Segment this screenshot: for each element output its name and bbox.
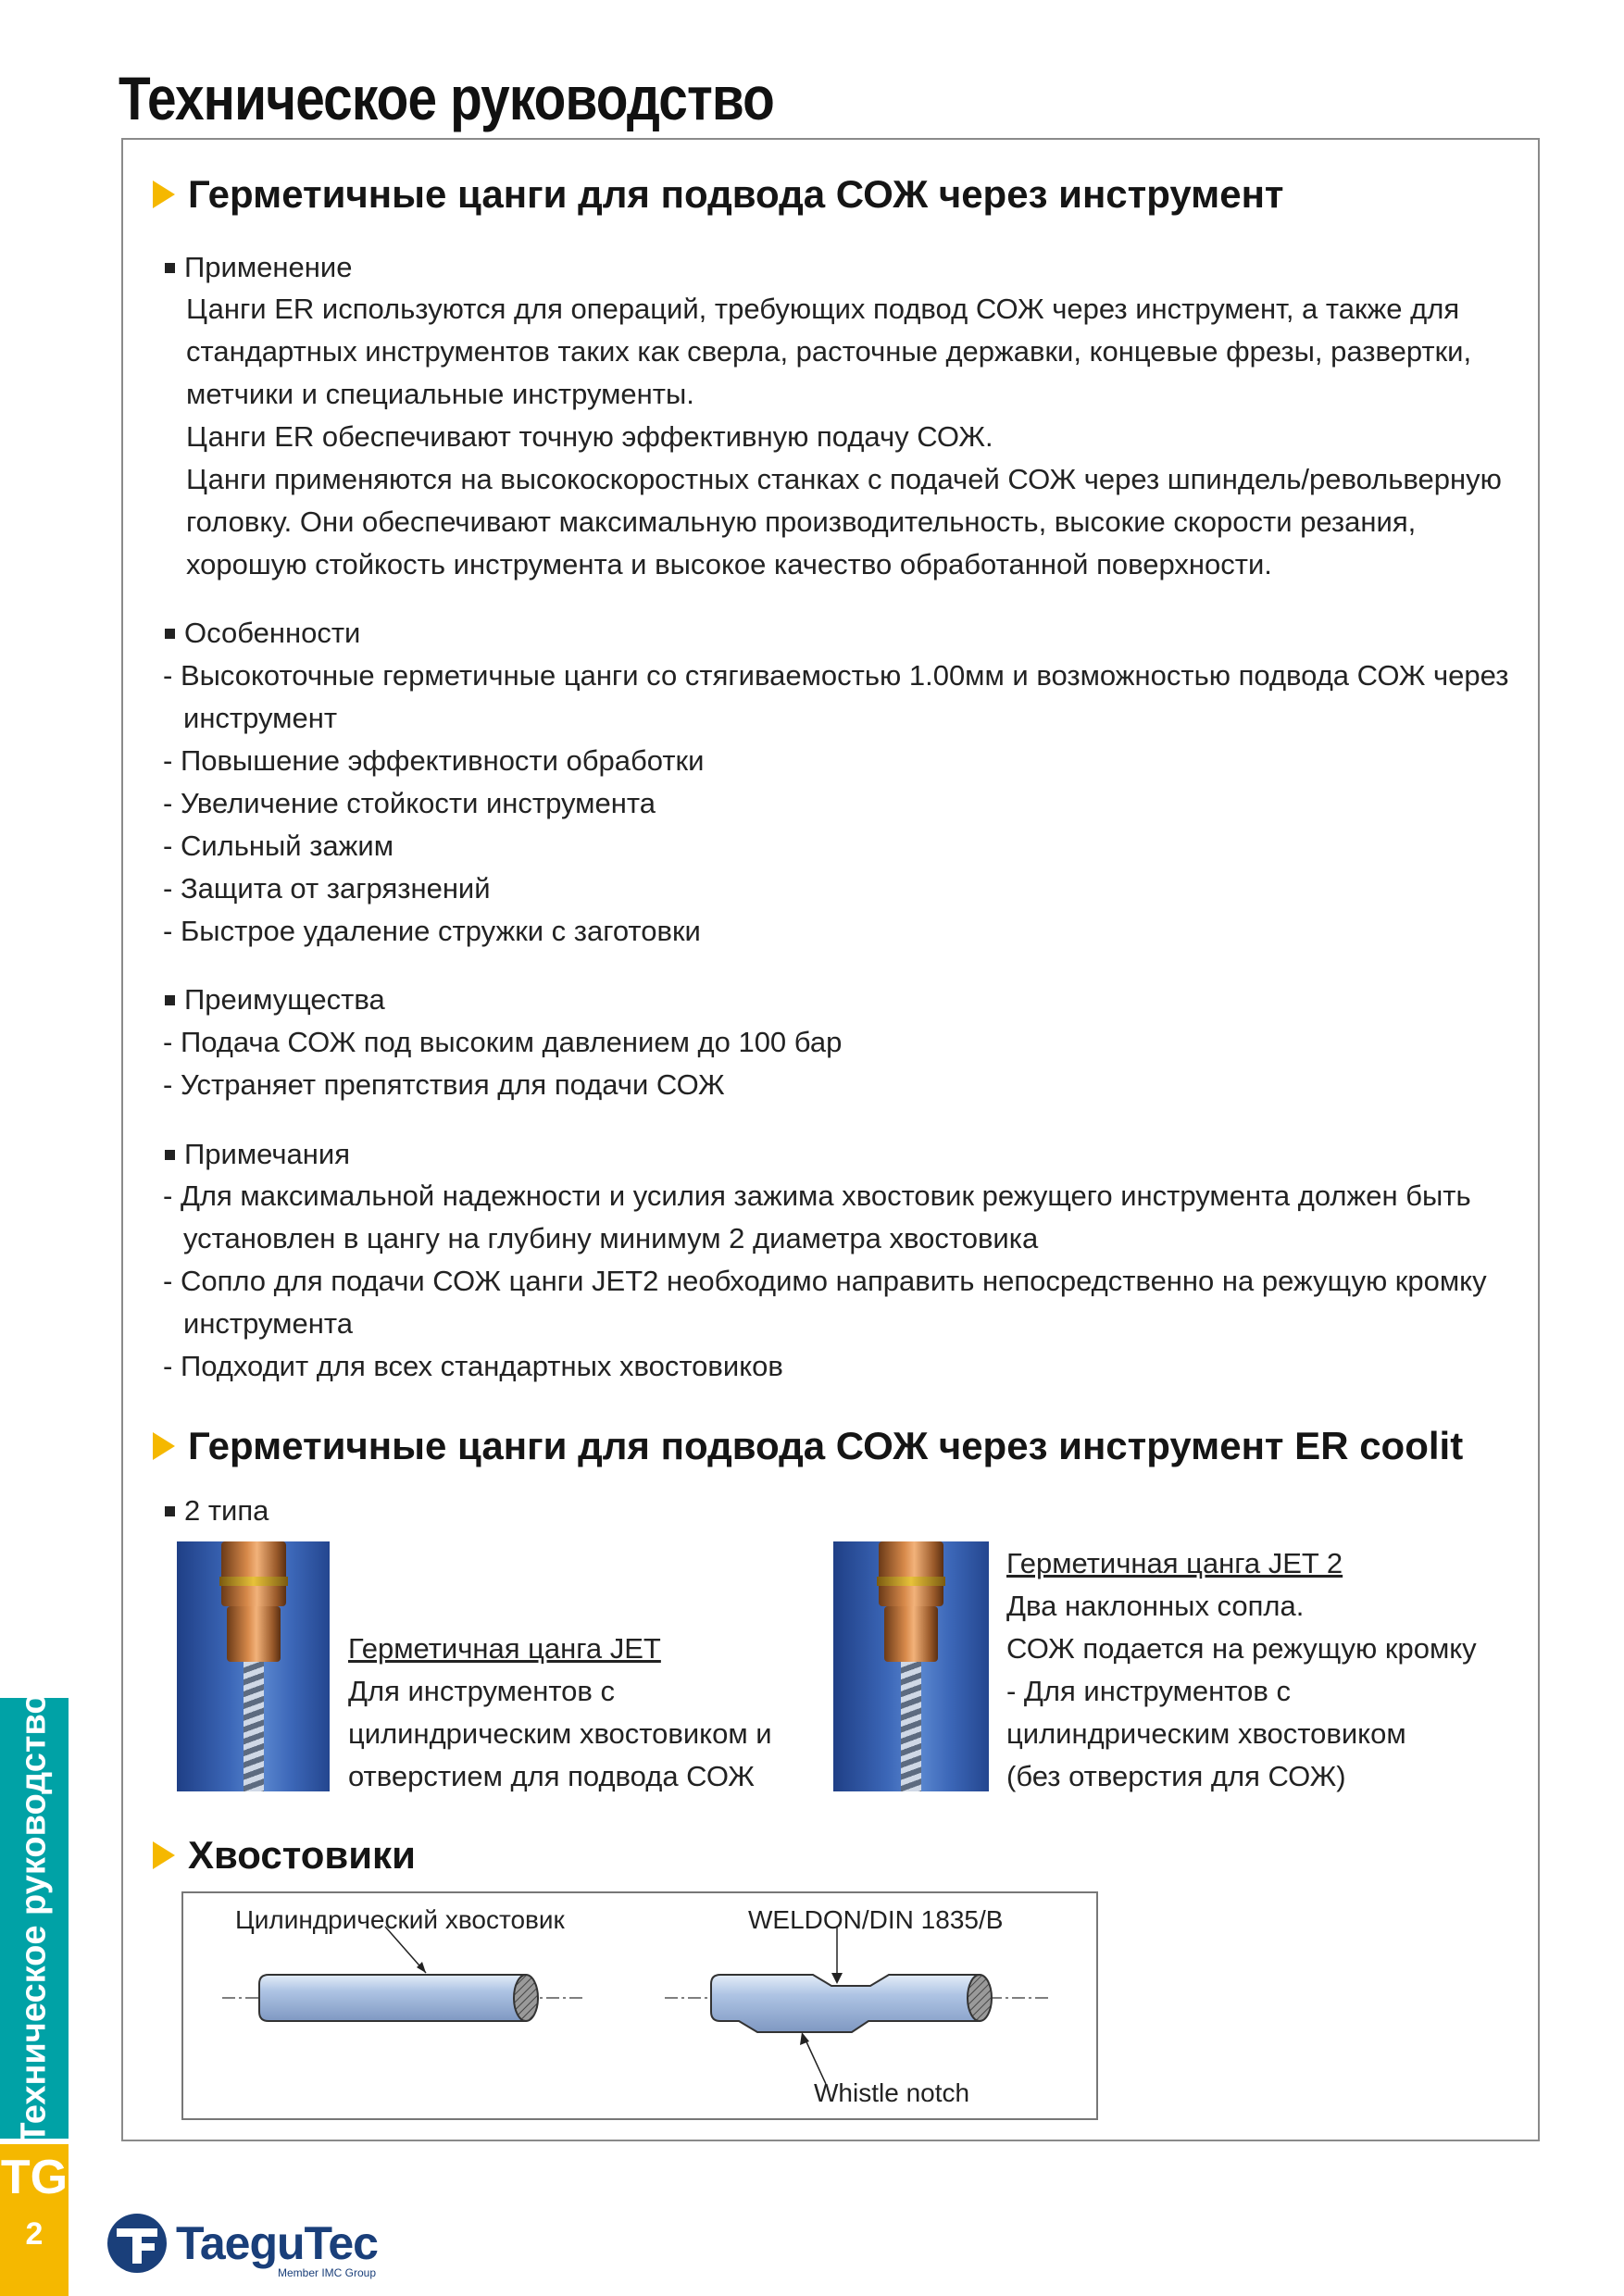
weldon-shank [665,1927,1048,2084]
list-item: - Повышение эффективности обработки [163,740,1515,782]
subheading-label: 2 типа [184,1494,269,1527]
text-line: цилиндрическим хвостовиком и [348,1717,772,1750]
text-line: цилиндрическим хвостовиком [1006,1717,1406,1750]
square-bullet-icon [165,263,175,273]
list-item: - Увеличение стойкости инструмента [163,782,1515,825]
subheading-notes [165,1138,350,1171]
section-heading-shanks [153,1833,416,1878]
square-bullet-icon [165,629,175,639]
list-item: - Подходит для всех стандартных хвостовиков [163,1345,1496,1388]
notes-list [163,1175,1496,1388]
features-list [163,655,1515,953]
cylindrical-shank-label: Цилиндрический хвостовик [235,1905,565,1934]
section-heading-er-coolit [153,1424,1463,1468]
text-line: (без отверстия для СОЖ) [1006,1760,1346,1792]
section-heading-coolant-collets [153,172,1284,217]
jet-caption [348,1628,772,1798]
list-item: - Устраняет препятствия для подачи СОЖ [163,1064,1524,1106]
jet2-title: Герметичная цанга JET 2 [1006,1547,1343,1579]
jet-title: Герметичная цанга JET [348,1632,661,1665]
text-line: Цанги применяются на высокоскоростных станках с подачей СОЖ через шпиндель/револьверную [186,463,1502,495]
square-bullet-icon [165,995,175,1005]
page-title: Техническое руководство [119,64,774,132]
triangle-bullet-icon [153,1841,175,1869]
section-code: TG [0,2151,69,2204]
square-bullet-icon [165,1150,175,1160]
text-line: хорошую стойкость инструмента и высокое качество обработанной поверхности. [186,548,1272,580]
application-text [186,288,1519,586]
section-heading-text: Герметичные цанги для подвода СОЖ через инструмент [188,172,1284,216]
list-item: - Сильный зажим [163,825,1515,867]
list-item: - Для максимальной надежности и усилия зажима хвостовик режущего инструмента должен быть установлен в цангу на глубину минимум 2 диаметра хвостовика [163,1175,1496,1260]
subheading-label: Применение [184,251,353,283]
square-bullet-icon [165,1506,175,1516]
text-line: Для инструментов с [348,1675,616,1707]
list-item: - Защита от загрязнений [163,867,1515,910]
subheading-application [165,251,352,284]
text-line: СОЖ подается на режущую кромку [1006,1632,1477,1665]
list-item: - Сопло для подачи СОЖ цанги JET2 необходимо направить непосредственно на режущую кромку инструмента [163,1260,1496,1345]
list-item: - Быстрое удаление стружки с заготовки [163,910,1515,953]
list-item: - Высокоточные герметичные цанги со стягиваемостью 1.00мм и возможностью подвода СОЖ через инструмент [163,655,1515,740]
weldon-shank-label: WELDON/DIN 1835/B [748,1905,1004,1934]
jet2-collet-photo [833,1541,989,1791]
brand-subtitle: Member IMC Group [278,2266,377,2279]
side-tab-text: Техническое руководство [14,1692,54,2144]
text-line: головку. Они обеспечивают максимальную производительность, высокие скорости резания, [186,505,1417,538]
jet2-caption [1006,1542,1477,1798]
jet-collet-photo [177,1541,330,1791]
subheading-advantages [165,983,385,1017]
triangle-bullet-icon [153,1432,175,1460]
text-line: Два наклонных сопла. [1006,1590,1305,1622]
subheading-features [165,617,360,650]
text-line: Цанги ER используются для операций, требующих подвод СОЖ через инструмент, а также для [186,293,1460,325]
text-line: стандартных инструментов таких как сверла, расточные державки, концевые фрезы, развертки, [186,335,1472,368]
text-line: метчики и специальные инструменты. [186,378,694,410]
subheading-label: Преимущества [184,983,385,1016]
taegutec-emblem-icon [106,2212,169,2275]
shank-diagram [181,1891,1098,2120]
whistle-notch-label: Whistle notch [814,2078,970,2107]
triangle-bullet-icon [153,181,175,208]
subheading-types [165,1494,269,1528]
section-heading-text: Хвостовики [188,1833,416,1877]
subheading-label: Особенности [184,617,361,649]
advantages-list [163,1021,1524,1106]
subheading-label: Примечания [184,1138,350,1170]
text-line: - Для инструментов с [1006,1675,1291,1707]
text-line: отверстием для подвода СОЖ [348,1760,755,1792]
text-line: Цанги ER обеспечивают точную эффективную подачу СОЖ. [186,420,993,453]
cylindrical-shank [222,1927,583,2021]
page-number: 2 [25,2216,44,2252]
list-item: - Подача СОЖ под высоким давлением до 100 бар [163,1021,1524,1064]
section-heading-text: Герметичные цанги для подвода СОЖ через инструмент ER coolit [188,1424,1464,1467]
brand-name: TaeguTec [176,2217,378,2269]
